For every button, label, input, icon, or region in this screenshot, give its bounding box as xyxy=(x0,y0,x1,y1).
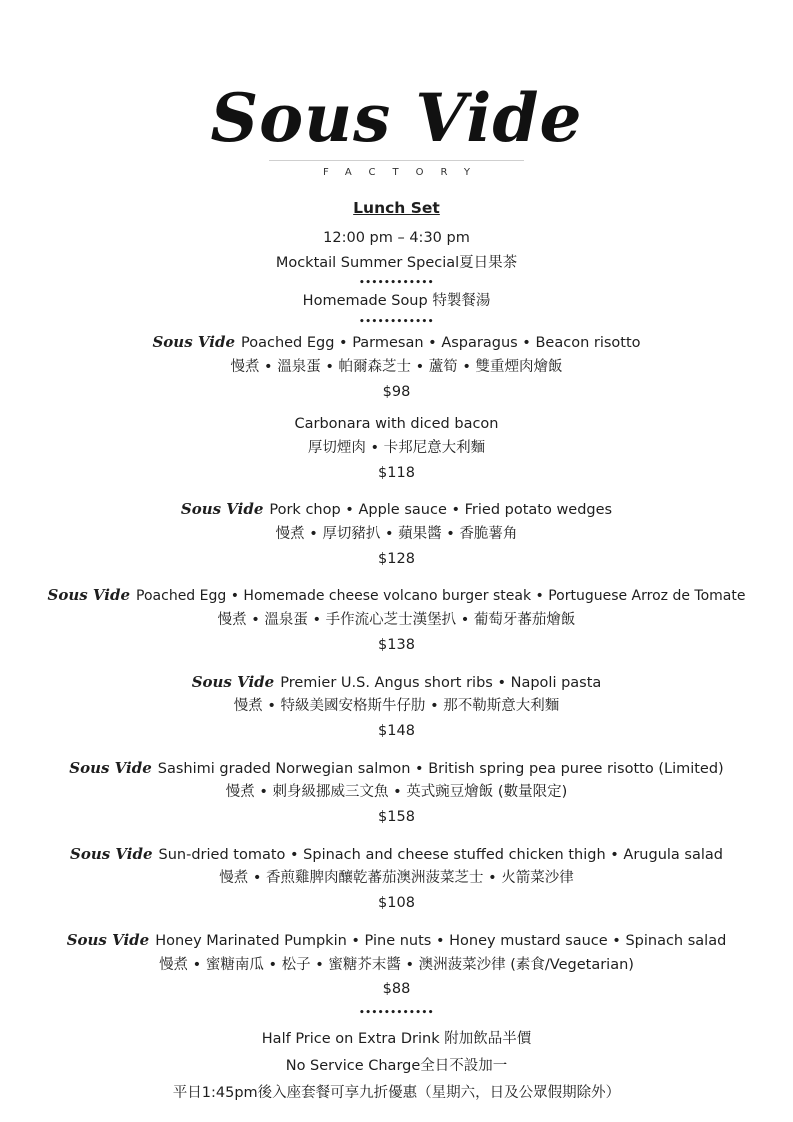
menu-item-zh: 慢煮 • 溫泉蛋 • 手作流心芝士漢堡扒 • 葡萄牙蕃茄燴飯 xyxy=(217,612,576,628)
logo-script: Sous Vide xyxy=(210,79,583,157)
sous-vide-tag: Sous Vide xyxy=(69,759,152,777)
menu-item-price: $158 xyxy=(378,809,415,825)
menu-item-en xyxy=(0,332,793,353)
logo-subtitle: FACTORY xyxy=(323,167,487,178)
soup-line: Homemade Soup 特製餐湯 xyxy=(302,293,491,309)
menu-item-en xyxy=(0,758,793,779)
menu-item-en xyxy=(0,930,793,951)
sous-vide-tag: Sous Vide xyxy=(47,586,131,604)
menu-item-zh: 慢煮 • 厚切豬扒 • 蘋果醬 • 香脆薯角 xyxy=(275,526,518,542)
menu-item-price: $88 xyxy=(382,981,411,997)
menu-heading: Lunch Set xyxy=(353,199,440,217)
item-description: Poached Egg • Parmesan • Asparagus • Beacon risotto xyxy=(240,335,641,351)
item-description: Sashimi graded Norwegian salmon • British spring pea puree risotto (Limited) xyxy=(157,761,724,777)
menu-item-price: $128 xyxy=(378,551,415,567)
mocktail-line: Mocktail Summer Special夏日果茶 xyxy=(275,255,518,271)
menu-item-en xyxy=(0,672,793,693)
menu-item-zh: 慢煮 • 刺身級挪威三文魚 • 英式豌豆燴飯 (數量限定) xyxy=(225,784,568,800)
weekday-discount-note: 平日1:45pm後入座套餐可享九折優惠（星期六，日及公眾假期除外） xyxy=(172,1085,621,1101)
item-description: Poached Egg • Homemade cheese volcano burger steak • Portuguese Arroz de Tomate xyxy=(136,588,746,604)
extra-drink-offer: Half Price on Extra Drink 附加飲品半價 xyxy=(261,1031,532,1047)
item-description: Premier U.S. Angus short ribs • Napoli pasta xyxy=(280,675,602,691)
logo-divider xyxy=(269,160,524,161)
menu-item-en xyxy=(0,844,793,865)
item-description: Pork chop • Apple sauce • Fried potato wedges xyxy=(269,502,613,518)
menu-item-zh: 厚切煙肉 • 卡邦尼意大利麵 xyxy=(307,440,486,456)
menu-item-zh: 慢煮 • 特級美國安格斯牛仔肋 • 那不勒斯意大利麵 xyxy=(233,698,560,714)
menu-item-en: Carbonara with diced bacon xyxy=(294,416,499,432)
sous-vide-tag: Sous Vide xyxy=(191,673,275,691)
menu-item-price: $148 xyxy=(378,723,415,739)
sous-vide-tag: Sous Vide xyxy=(180,500,264,518)
restaurant-logo xyxy=(0,78,793,178)
sous-vide-tag: Sous Vide xyxy=(70,845,153,863)
item-description: Sun-dried tomato • Spinach and cheese stuffed chicken thigh • Arugula salad xyxy=(158,847,723,863)
menu-item-price: $118 xyxy=(378,465,415,481)
menu-item-zh: 慢煮 • 蜜糖南瓜 • 松子 • 蜜糖芥末醬 • 澳洲菠菜沙律 (素食/Vegetarian) xyxy=(159,957,634,973)
item-description: Honey Marinated Pumpkin • Pine nuts • Honey mustard sauce • Spinach salad xyxy=(155,933,727,949)
menu-item-price: $98 xyxy=(382,384,411,400)
menu-item-en xyxy=(0,499,793,520)
divider-dots: •••••••••••• xyxy=(358,317,435,327)
menu-item-en xyxy=(0,585,793,606)
divider-dots: •••••••••••• xyxy=(358,278,435,288)
menu-item-price: $108 xyxy=(378,895,415,911)
sous-vide-tag: Sous Vide xyxy=(152,333,235,351)
divider-dots: •••••••••••• xyxy=(358,1008,435,1018)
menu-item-zh: 慢煮 • 溫泉蛋 • 帕爾森芝士 • 蘆筍 • 雙重煙肉燴飯 xyxy=(230,359,563,375)
service-charge-note: No Service Charge全日不設加一 xyxy=(285,1058,508,1074)
menu-item-zh: 慢煮 • 香煎雞脾肉釀乾蕃茄澳洲菠菜芝士 • 火箭菜沙律 xyxy=(219,870,574,886)
menu-hours: 12:00 pm – 4:30 pm xyxy=(323,230,470,246)
menu-item-price: $138 xyxy=(378,637,415,653)
sous-vide-tag: Sous Vide xyxy=(66,931,150,949)
